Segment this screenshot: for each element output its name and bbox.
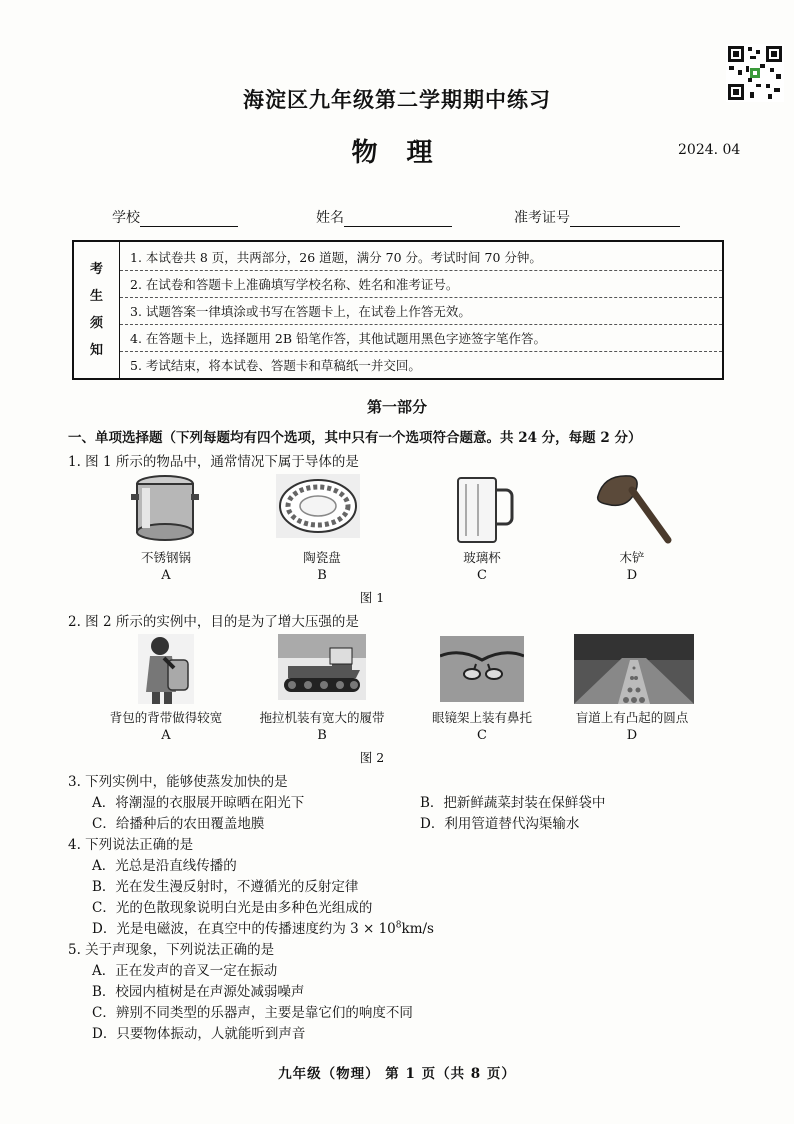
ceramic-plate-icon (276, 474, 360, 538)
q3-stem: 3. 下列实例中，能够使蒸发加快的是 (68, 774, 288, 790)
q3-option-a[interactable]: A．将潮湿的衣服展开晾晒在阳光下 (92, 795, 305, 811)
q2-option-a-image[interactable] (138, 634, 194, 704)
q4-option-d[interactable] (92, 917, 434, 937)
school-field[interactable] (112, 207, 238, 227)
q2-option-b-letter[interactable]: B (317, 728, 327, 743)
notice-item: 5. 考试结束，将本试卷、答题卡和草稿纸一并交回。 (130, 358, 421, 373)
q1-option-a-image[interactable] (130, 472, 200, 544)
q5-option-b[interactable]: B．校园内植树是在声源处减弱噪声 (92, 984, 305, 1000)
notice-label-char: 须 (89, 316, 103, 331)
q3-option-c[interactable]: C．给播种后的农田覆盖地膜 (92, 816, 265, 832)
section-title: 一、单项选择题（下列每题均有四个选项，其中只有一个选项符合题意。共 24 分，每题 2 分） (68, 430, 642, 446)
q4-option-c[interactable]: C．光的色散现象说明白光是由多种色光组成的 (92, 900, 373, 916)
exam-id-label: 准考证号 (514, 210, 570, 226)
q1-option-d-letter[interactable]: D (626, 568, 638, 583)
q1-option-a-letter[interactable]: A (161, 568, 171, 583)
q2-option-b-caption: 拖拉机装有宽大的履带 (259, 710, 385, 725)
exam-id-field[interactable] (514, 207, 680, 227)
notice-item: 4. 在答题卡上，选择题用 2B 铅笔作答，其他试题用黑色字迹签字笔作答。 (120, 325, 722, 352)
notice-item: 2. 在试卷和答题卡上准确填写学校名称、姓名和准考证号。 (120, 271, 722, 298)
notice-item: 1. 本试卷共 8 页，共两部分，26 道题，满分 70 分。考试时间 70 分钟。 (120, 244, 722, 271)
school-label: 学校 (112, 210, 140, 226)
glasses-nose-pad-icon (440, 636, 524, 702)
name-label: 姓名 (316, 210, 344, 226)
q5-option-d[interactable]: D．只要物体振动，人就能听到声音 (92, 1026, 306, 1042)
q1-option-d-image[interactable] (592, 468, 672, 544)
name-blank[interactable] (344, 212, 452, 227)
part-title: 第一部分 (366, 398, 427, 416)
q3-option-d[interactable]: D．利用管道替代沟渠输水 (420, 816, 580, 832)
q1-option-b-caption: 陶瓷盘 (303, 550, 341, 565)
notice-label-char: 生 (89, 289, 103, 304)
q2-option-c-letter[interactable]: C (477, 728, 487, 743)
exam-notice-box (72, 240, 724, 380)
notice-label-char: 考 (89, 262, 103, 277)
glass-cup-icon (452, 472, 514, 546)
q3-option-b[interactable]: B．把新鲜蔬菜封装在保鲜袋中 (420, 795, 606, 811)
q2-option-b-image[interactable] (278, 634, 366, 700)
q5-option-a[interactable]: A．正在发声的音叉一定在振动 (92, 963, 278, 979)
exam-date: 2024. 04 (678, 142, 741, 158)
q5-option-c[interactable]: C．辨别不同类型的乐器声，主要是靠它们的响度不同 (92, 1005, 413, 1021)
q1-option-b-letter[interactable]: B (317, 568, 327, 583)
subject-title: 物 理 (351, 138, 443, 168)
notice-item: 3. 试题答案一律填涂或书写在答题卡上，在试卷上作答无效。 (120, 298, 722, 325)
steel-pot-icon (130, 472, 200, 544)
q4-option-d-exponent: 8 (395, 920, 402, 931)
q2-option-c-caption: 眼镜架上装有鼻托 (431, 710, 532, 725)
exam-id-blank[interactable] (570, 212, 680, 227)
q4-option-a[interactable]: A．光总是沿直线传播的 (92, 858, 237, 874)
q4-option-b[interactable]: B．光在发生漫反射时，不遵循光的反射定律 (92, 879, 359, 895)
q1-option-d-caption: 木铲 (619, 550, 645, 565)
q4-option-d-unit: km/s (401, 921, 434, 937)
exam-title: 海淀区九年级第二学期期中练习 (243, 87, 551, 112)
q2-option-d-caption: 盲道上有凸起的圆点 (575, 710, 689, 725)
q2-option-d-image[interactable] (574, 634, 694, 704)
q4-stem: 4. 下列说法正确的是 (68, 837, 194, 853)
tactile-paving-icon (574, 634, 694, 704)
q1-option-b-image[interactable] (276, 474, 360, 538)
q1-figure-label: 图 1 (359, 590, 385, 605)
name-field[interactable] (316, 207, 452, 227)
q1-option-c-image[interactable] (452, 472, 514, 546)
q4-option-d-text: D．光是电磁波，在真空中的传播速度约为 3 × 10 (92, 921, 396, 937)
q5-stem: 5. 关于声现象，下列说法正确的是 (68, 942, 275, 958)
q1-option-c-letter[interactable]: C (477, 568, 487, 583)
q1-stem: 1. 图 1 所示的物品中，通常情况下属于导体的是 (68, 454, 359, 470)
q1-option-c-caption: 玻璃杯 (463, 550, 501, 565)
page-footer: 九年级（物理） 第 1 页（共 8 页） (278, 1066, 516, 1082)
notice-label-char: 知 (89, 343, 103, 358)
tractor-icon (278, 634, 366, 700)
q2-option-a-caption: 背包的背带做得较宽 (109, 710, 223, 725)
q2-option-c-image[interactable] (440, 636, 524, 702)
q2-option-a-letter[interactable]: A (161, 728, 171, 743)
backpack-person-icon (138, 634, 194, 704)
notice-label (74, 242, 120, 378)
q1-option-a-caption: 不锈钢锅 (140, 550, 191, 565)
wooden-spatula-icon (592, 468, 672, 544)
q2-stem: 2. 图 2 所示的实例中，目的是为了增大压强的是 (68, 614, 359, 630)
q2-option-d-letter[interactable]: D (626, 728, 638, 743)
school-blank[interactable] (140, 212, 238, 227)
q2-figure-label: 图 2 (359, 750, 385, 765)
